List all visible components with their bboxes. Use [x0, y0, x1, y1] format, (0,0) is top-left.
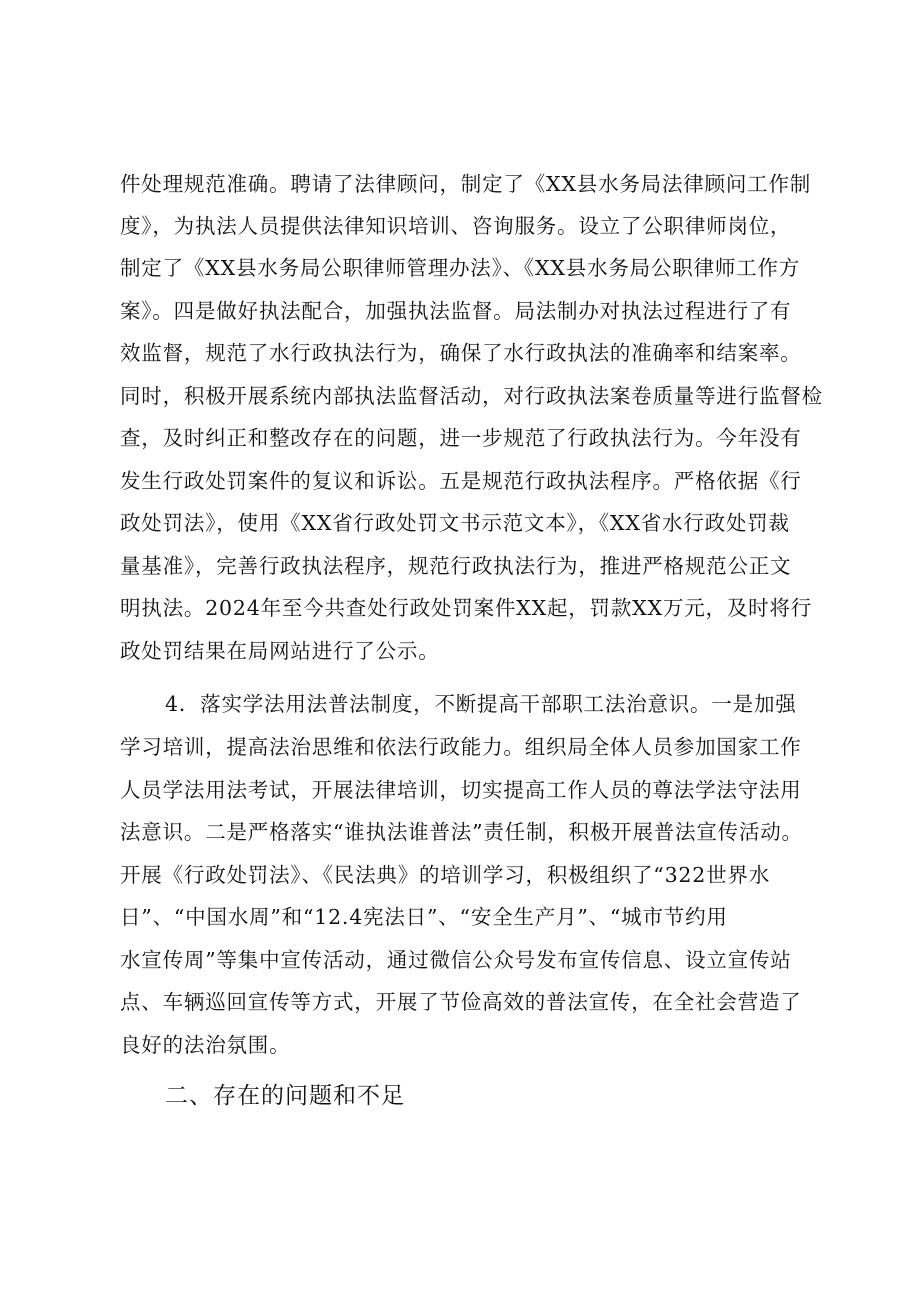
paragraph-line: 开展《行政处罚法》、《民法典》的培训学习，积极组织了“322世界水 [120, 863, 771, 887]
paragraph-line: 学习培训，提高法治思维和依法行政能力。组织局全体人员参加国家工作 [120, 735, 802, 759]
paragraph-line: 案》。四是做好执法配合，加强执法监督。局法制办对执法过程进行了有 [120, 299, 792, 323]
paragraph-line: 查，及时纠正和整改存在的问题，进一步规范了行政执法行为。今年没有 [120, 426, 802, 450]
paragraph-line: 效监督，规范了水行政执法行为，确保了水行政执法的准确率和结案率。 [120, 341, 802, 365]
paragraph-line: 政处罚结果在局网站进行了公示。 [120, 639, 440, 663]
paragraph-line: 度》，为执法人员提供法律知识培训、咨询服务。设立了公职律师岗位， [120, 214, 792, 238]
paragraph-line: 人员学法用法考试，开展法律培训，切实提高工作人员的尊法学法守法用 [120, 778, 802, 802]
paragraph-line: 政处罚法》，使用《XX省行政处罚文书示范文本》，《XX省水行政处罚裁 [120, 511, 790, 535]
paragraph-line: 日”、“中国水周”和“12.4宪法日”、“安全生产月”、“城市节约用 [120, 905, 728, 929]
paragraph-line: 4．落实学法用法普法制度，不断提高干部职工法治意识。一是加强 [165, 692, 797, 716]
paragraph-line: 点、车辆巡回宣传等方式，开展了节俭高效的普法宣传，在全社会营造了 [120, 990, 802, 1014]
paragraph-line: 明执法。2024年至今共查处行政处罚案件XX起，罚款XX万元，及时将行 [120, 596, 813, 620]
paragraph-line: 法意识。二是严格落实“谁执法谁普法”责任制，积极开展普法宣传活动。 [120, 820, 803, 844]
paragraph-line: 发生行政处罚案件的复议和诉讼。五是规范行政执法程序。严格依据《行 [120, 469, 802, 493]
paragraph-line: 良好的法治氛围。 [120, 1033, 291, 1057]
paragraph-line: 同时，积极开展系统内部执法监督活动，对行政执法案卷质量等进行监督检 [120, 384, 823, 408]
section-heading: 二、存在的问题和不足 [165, 1083, 405, 1109]
paragraph-line: 量基准》，完善行政执法程序，规范行政执法行为，推进严格规范公正文 [120, 554, 792, 578]
paragraph-line: 制定了《XX县水务局公职律师管理办法》、《XX县水务局公职律师工作方 [120, 256, 801, 280]
paragraph-line: 件处理规范准确。聘请了法律顾问，制定了《XX县水务局法律顾问工作制 [120, 172, 812, 196]
paragraph-line: 水宣传周”等集中宣传活动，通过微信公众号发布宣传信息、设立宣传站 [120, 948, 792, 972]
